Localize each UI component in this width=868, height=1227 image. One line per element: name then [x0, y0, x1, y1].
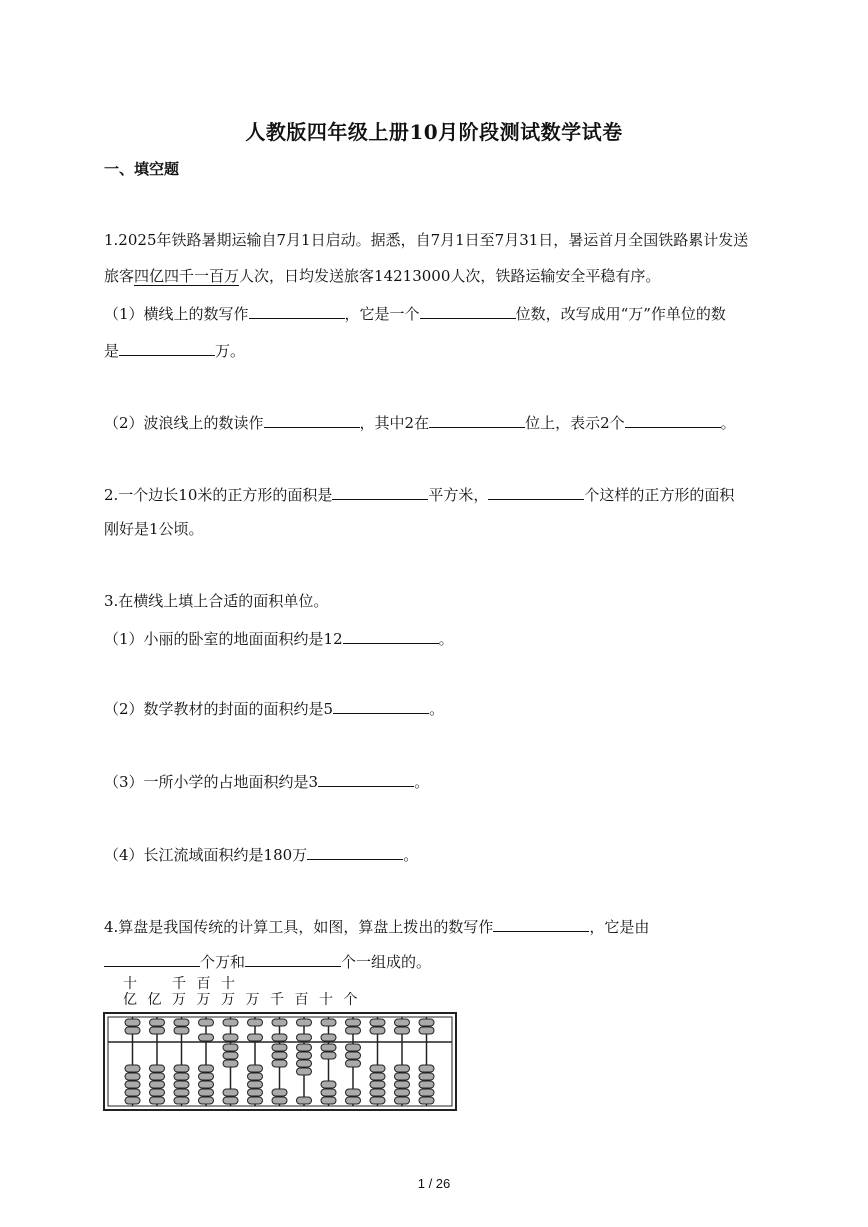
abacus-bead	[248, 1097, 263, 1104]
abacus-bead	[419, 1065, 434, 1072]
q3-end: 。	[438, 630, 454, 648]
abacus-bead	[199, 1089, 214, 1096]
abacus-bead	[174, 1073, 189, 1080]
abacus-bead	[199, 1065, 214, 1072]
abacus-bead	[419, 1027, 434, 1034]
q3-sub2	[104, 697, 444, 719]
abacus-bead	[223, 1034, 238, 1041]
answer-blank[interactable]	[307, 843, 403, 860]
abacus-label-top: 十	[123, 976, 137, 992]
abacus-bead	[125, 1019, 140, 1026]
abacus-label-bottom: 万	[172, 992, 186, 1008]
abacus-bead	[150, 1065, 165, 1072]
q4-text-a: 4.算盘是我国传统的计算工具，如图，算盘上拨出的数写作	[104, 918, 494, 936]
abacus-label-bottom: 个	[343, 992, 358, 1008]
abacus-bead	[370, 1073, 385, 1080]
abacus-bead	[297, 1034, 312, 1041]
abacus-bead	[223, 1044, 238, 1051]
q1p1-text-e: 万。	[215, 342, 246, 360]
q4-text-d: 个一组成的。	[341, 953, 432, 971]
abacus-bead	[419, 1081, 434, 1088]
abacus-bead	[272, 1060, 287, 1067]
q1-line2	[104, 266, 660, 286]
abacus-bead	[272, 1089, 287, 1096]
abacus-bead	[223, 1052, 238, 1059]
q3-end: 。	[414, 773, 430, 791]
abacus-bead	[370, 1081, 385, 1088]
abacus-bead	[346, 1052, 361, 1059]
q1p1-text-d: 是	[104, 342, 120, 360]
q2-line2: 刚好是1公顷。	[104, 520, 204, 538]
abacus-bead	[321, 1034, 336, 1041]
abacus-bead	[297, 1097, 312, 1104]
abacus-bead	[223, 1097, 238, 1104]
q4-text-c: 个万和	[200, 953, 246, 971]
abacus-bead	[174, 1097, 189, 1104]
q3-s4-text: （4）长江流域面积约是180万	[104, 846, 308, 864]
abacus-label-top: 千	[172, 976, 186, 992]
abacus-bead	[321, 1019, 336, 1026]
abacus-bead	[395, 1027, 410, 1034]
abacus-bead	[297, 1068, 312, 1075]
q1p2-text-a: （2）波浪线上的数读作	[104, 414, 264, 432]
abacus-bead	[297, 1052, 312, 1059]
answer-blank[interactable]	[318, 770, 414, 787]
abacus-bead	[174, 1089, 189, 1096]
abacus-label-bottom: 亿	[123, 992, 137, 1008]
abacus-bead	[199, 1081, 214, 1088]
abacus-bead	[321, 1052, 336, 1059]
abacus-bead	[395, 1081, 410, 1088]
abacus-diagram	[103, 1012, 457, 1112]
abacus-bead	[125, 1081, 140, 1088]
abacus-bead	[174, 1081, 189, 1088]
abacus-label-bottom: 万	[221, 992, 235, 1008]
q1p2-text-d: 。	[720, 414, 736, 432]
q1-line2-end: 人次，日均发送旅客14213000人次，铁路运输安全平稳有序。	[239, 267, 661, 285]
abacus-bead	[419, 1073, 434, 1080]
q1p1-text-c: 位数，改写成用“万”作单位的数	[515, 305, 726, 323]
abacus-bead	[248, 1073, 263, 1080]
q1p2-text-c: 位上，表示2个	[525, 414, 625, 432]
q3-s3-text: （3）一所小学的占地面积约是3	[104, 773, 319, 791]
abacus-bead	[346, 1044, 361, 1051]
abacus-bead	[150, 1089, 165, 1096]
q1-line1: 1.2025年铁路暑期运输自7月1日启动。据悉，自7月1日至7月31日，暑运首月全国铁路累计发送	[104, 231, 749, 249]
abacus-bead	[125, 1065, 140, 1072]
abacus-bead	[297, 1060, 312, 1067]
abacus-bead	[395, 1019, 410, 1026]
q3-sub1	[104, 627, 454, 649]
q4-line2	[104, 950, 431, 972]
abacus-label-bottom: 百	[294, 992, 309, 1008]
q2-text-a: 2.一个边长10米的正方形的面积是	[104, 486, 333, 504]
q1p1-text-a: （1）横线上的数写作	[104, 305, 249, 323]
abacus-bead	[346, 1019, 361, 1026]
abacus-bead	[272, 1044, 287, 1051]
abacus-label-bottom: 亿	[147, 992, 162, 1008]
q3-s2-text: （2）数学教材的封面的面积约是5	[104, 700, 334, 718]
abacus-bead	[370, 1089, 385, 1096]
answer-blank[interactable]	[245, 950, 341, 967]
abacus-bead	[395, 1073, 410, 1080]
abacus-bead	[199, 1034, 214, 1041]
abacus-bead	[174, 1065, 189, 1072]
abacus-bead	[199, 1073, 214, 1080]
abacus-label-bottom: 万	[196, 992, 211, 1008]
page-title: 人教版四年级上册10月阶段测试数学试卷	[245, 120, 623, 144]
q1-underlined-number: 四亿四千一百万	[134, 267, 240, 285]
abacus-bead	[321, 1044, 336, 1051]
abacus-bead	[248, 1089, 263, 1096]
abacus-bead	[125, 1089, 140, 1096]
abacus-bead	[272, 1034, 287, 1041]
answer-blank[interactable]	[429, 411, 525, 428]
abacus-label-top: 百	[196, 976, 211, 992]
abacus-bead	[125, 1073, 140, 1080]
abacus-bead	[272, 1052, 287, 1059]
page-number: 1 / 26	[417, 1176, 451, 1191]
abacus-bead	[321, 1089, 336, 1096]
answer-blank[interactable]	[104, 950, 200, 967]
abacus-bead	[321, 1081, 336, 1088]
answer-blank[interactable]	[420, 302, 516, 319]
abacus-bead	[150, 1027, 165, 1034]
q3-stem: 3.在横线上填上合适的面积单位。	[104, 592, 329, 610]
q1p2-text-b: ，其中2在	[359, 414, 430, 432]
abacus-bead	[297, 1019, 312, 1026]
abacus-bead	[370, 1065, 385, 1072]
q3-sub4	[104, 843, 418, 865]
q1-part1-line2	[104, 339, 245, 361]
abacus-bead	[395, 1097, 410, 1104]
abacus-bead	[223, 1060, 238, 1067]
abacus-bead	[370, 1097, 385, 1104]
abacus-bead	[370, 1027, 385, 1034]
q1p1-text-b: ，它是一个	[344, 305, 420, 323]
answer-blank[interactable]	[493, 915, 589, 932]
abacus-bead	[125, 1027, 140, 1034]
q1-part2	[104, 411, 736, 433]
abacus-bead	[395, 1065, 410, 1072]
abacus-label-bottom: 十	[319, 992, 333, 1008]
answer-blank[interactable]	[625, 411, 721, 428]
abacus-bead	[150, 1019, 165, 1026]
q3-end: 。	[429, 700, 445, 718]
abacus-bead	[174, 1027, 189, 1034]
section-heading: 一、填空题	[104, 160, 180, 178]
abacus-bead	[150, 1073, 165, 1080]
abacus-bead	[419, 1019, 434, 1026]
q2-text-b: 平方米，	[428, 486, 489, 504]
abacus-bead	[248, 1081, 263, 1088]
abacus-bead	[297, 1044, 312, 1051]
abacus-bead	[346, 1060, 361, 1067]
abacus-bead	[321, 1097, 336, 1104]
abacus-bead	[419, 1097, 434, 1104]
abacus-bead	[125, 1097, 140, 1104]
abacus-bead	[346, 1097, 361, 1104]
abacus-bead	[346, 1089, 361, 1096]
abacus-bead	[370, 1019, 385, 1026]
abacus-bead	[150, 1081, 165, 1088]
answer-blank[interactable]	[249, 302, 345, 319]
q3-s1-text: （1）小丽的卧室的地面面积约是12	[104, 630, 343, 648]
abacus-label-top: 十	[221, 976, 235, 992]
abacus-bead	[199, 1097, 214, 1104]
q1-part1-line1	[104, 302, 726, 324]
q2-line1	[104, 483, 734, 505]
q4-line1	[104, 915, 649, 937]
abacus-bead	[395, 1089, 410, 1096]
abacus-label-bottom: 千	[270, 992, 284, 1008]
answer-blank[interactable]	[264, 411, 360, 428]
answer-blank[interactable]	[332, 483, 428, 500]
abacus-bead	[419, 1089, 434, 1096]
abacus-bead	[223, 1019, 238, 1026]
abacus-bead	[174, 1019, 189, 1026]
answer-blank[interactable]	[119, 339, 215, 356]
answer-blank[interactable]	[333, 697, 429, 714]
abacus-bead	[272, 1019, 287, 1026]
abacus-bead	[346, 1027, 361, 1034]
answer-blank[interactable]	[488, 483, 584, 500]
q2-text-c: 个这样的正方形的面积	[584, 486, 735, 504]
abacus-bead	[150, 1097, 165, 1104]
q3-sub3	[104, 770, 429, 792]
abacus-bead	[248, 1034, 263, 1041]
abacus-bead	[223, 1089, 238, 1096]
q3-end: 。	[403, 846, 419, 864]
q4-text-b: ，它是由	[589, 918, 650, 936]
q1-line2-start: 旅客	[104, 267, 135, 285]
abacus-label-bottom: 万	[245, 992, 260, 1008]
abacus-bead	[248, 1065, 263, 1072]
abacus-bead	[272, 1097, 287, 1104]
abacus-bead	[248, 1019, 263, 1026]
answer-blank[interactable]	[343, 627, 439, 644]
abacus-bead	[199, 1019, 214, 1026]
